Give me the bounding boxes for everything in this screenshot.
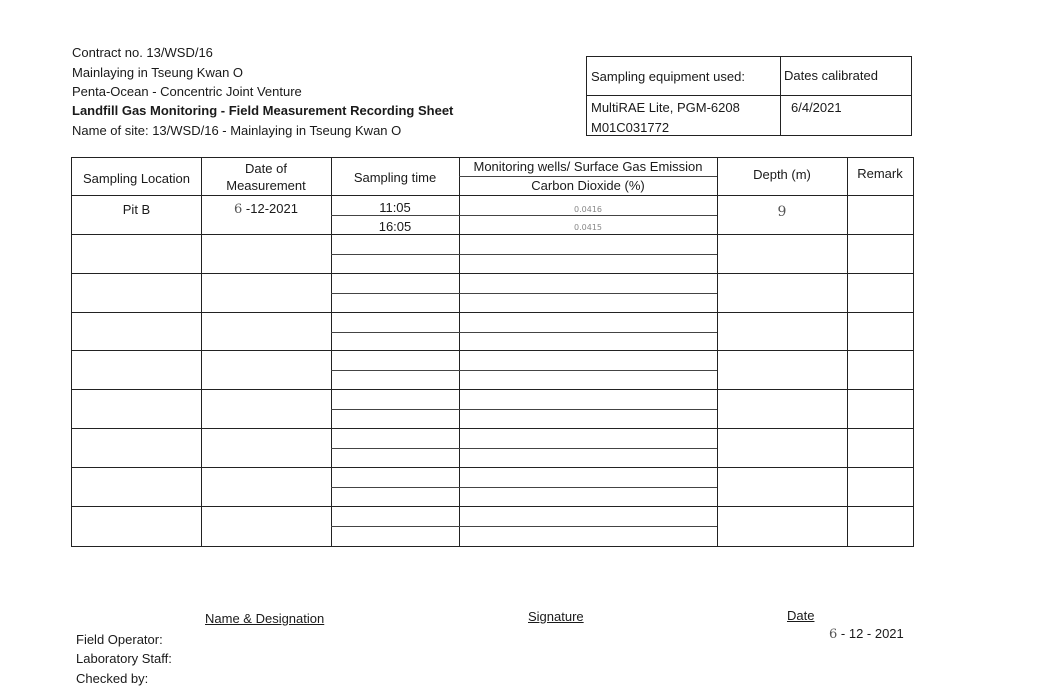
field-operator-label: Field Operator:: [76, 632, 163, 647]
equipment-row-divider: [587, 95, 911, 96]
footer-date: [829, 626, 904, 642]
row-divider: [72, 467, 913, 468]
row1-co2-1: 0.0416: [574, 205, 602, 214]
row1-depth: 9: [777, 204, 787, 220]
calibrated-date: 6/4/2021: [791, 100, 842, 115]
sub-row-divider: [331, 409, 717, 410]
laboratory-staff-label: Laboratory Staff:: [76, 651, 172, 666]
sub-row-divider: [331, 448, 717, 449]
equipment-label: Sampling equipment used:: [591, 69, 745, 84]
header-date-line1: Date of: [245, 161, 287, 176]
row1-time2: 16:05: [378, 219, 412, 234]
row-divider: [72, 350, 913, 351]
site-name: Name of site: 13/WSD/16 - Mainlaying in Tseung Kwan O: [72, 123, 402, 138]
sub-row-divider: [331, 293, 717, 294]
header-location: Sampling Location: [83, 171, 190, 186]
sub-row-divider: [331, 487, 717, 488]
equipment-serial: M01C031772: [591, 120, 670, 135]
contractor-name: Penta-Ocean - Concentric Joint Venture: [72, 84, 302, 99]
row1-location: Pit B: [122, 202, 151, 217]
name-designation-label: Name & Designation: [205, 611, 325, 626]
header-date-line2: Measurement: [226, 178, 306, 193]
row1-date: [201, 201, 331, 217]
dates-calibrated-label: Dates calibrated: [784, 68, 878, 83]
row-divider: [72, 273, 913, 274]
signature-label: Signature: [528, 609, 584, 624]
sheet-title: Landfill Gas Monitoring - Field Measurement Recording Sheet: [72, 103, 454, 118]
sub-row-divider: [331, 370, 717, 371]
equipment-box: [586, 56, 912, 136]
contract-number: Contract no. 13/WSD/16: [72, 45, 213, 60]
header-remark: Remark: [857, 166, 903, 181]
row1-date-rest: -12-2021: [242, 201, 298, 216]
equipment-device: MultiRAE Lite, PGM-6208: [591, 100, 740, 115]
header-monitoring: Monitoring wells/ Surface Gas Emission: [473, 159, 703, 174]
project-name: Mainlaying in Tseung Kwan O: [72, 65, 244, 80]
row-divider: [72, 195, 913, 196]
row-divider: [72, 506, 913, 507]
row-divider: [72, 428, 913, 429]
row-divider: [72, 389, 913, 390]
row-divider: [72, 234, 913, 235]
sub-row-divider: [331, 526, 717, 527]
row1-time1: 11:05: [379, 200, 411, 215]
sub-row-divider: [331, 215, 717, 216]
header-date: [201, 160, 331, 194]
row-divider: [72, 312, 913, 313]
checked-by-label: Checked by:: [76, 671, 149, 686]
header-co2: Carbon Dioxide (%): [531, 178, 645, 193]
footer-date-rest: - 12 - 2021: [837, 626, 904, 641]
equipment-divider: [780, 57, 781, 135]
header-depth: Depth (m): [753, 167, 811, 182]
row1-date-day: 6: [234, 202, 243, 217]
header-time: Sampling time: [353, 170, 437, 185]
sub-row-divider: [331, 332, 717, 333]
measurement-table: [71, 157, 914, 547]
sub-row-divider: [331, 254, 717, 255]
col-divider: [847, 158, 848, 546]
row1-co2-2: 0.0415: [574, 223, 602, 232]
date-label: Date: [787, 608, 815, 623]
footer-date-day: 6: [829, 627, 838, 642]
